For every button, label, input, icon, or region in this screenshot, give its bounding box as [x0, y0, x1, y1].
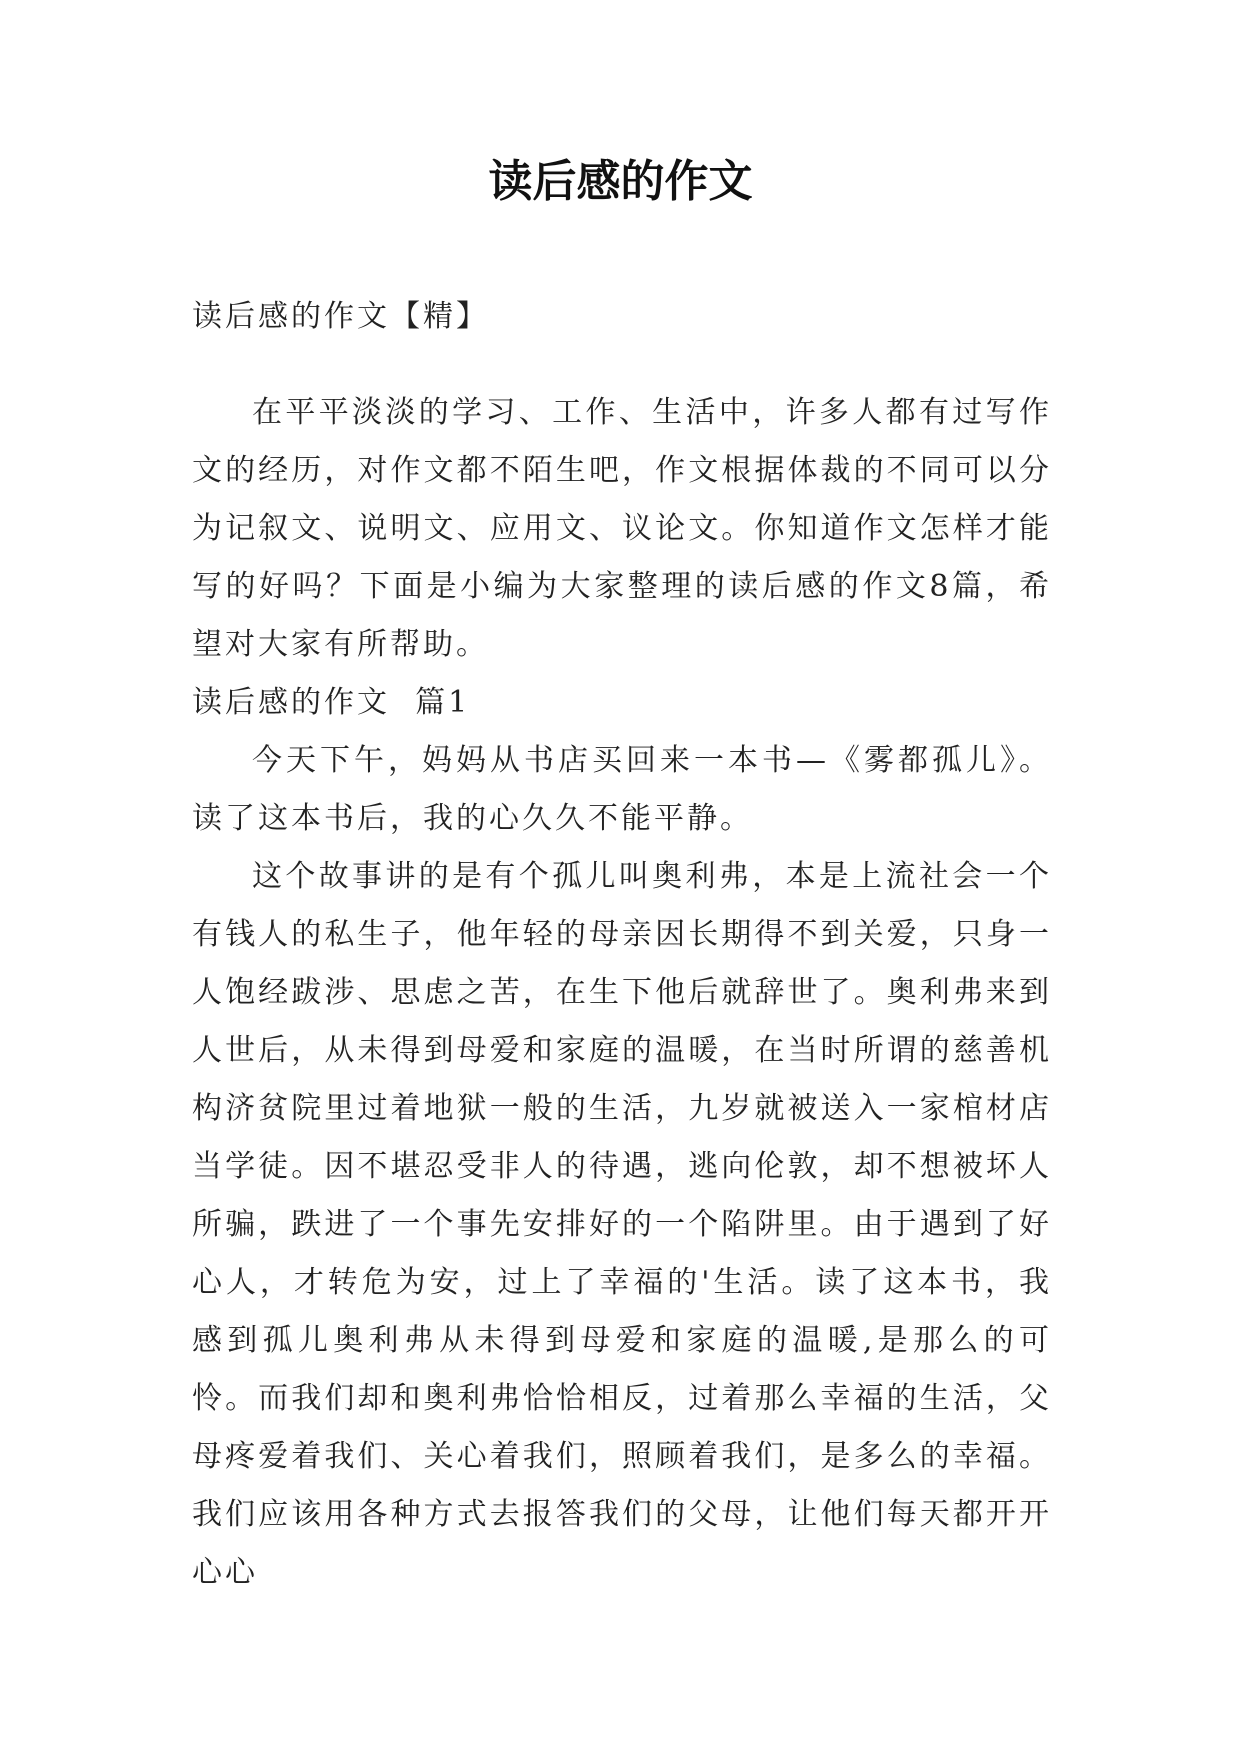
document-body: [192, 288, 1052, 1602]
section-paragraph: 今天下午，妈妈从书店买回来一本书—《雾都孤儿》。读了这本书后，我的心久久不能平静。: [192, 743, 1052, 836]
section-paragraph: 这个故事讲的是有个孤儿叫奥利弗，本是上流社会一个有钱人的私生子，他年轻的母亲因长期得不到关爱，只身一人饱经跋涉、思虑之苦，在生下他后就辞世了。奥利弗来到人世后，从未得到母爱和家庭的温暖，在当时所谓的慈善机构济贫院里过着地狱一般的生活，九岁就被送入一家棺材店当学徒。因不堪忍受非人的待遇，逃向伦敦，却不想被坏人所骗，跌进了一个事先安排好的一个陷阱里。由于遇到了好心人，才转危为安，过上了幸福的'生活。读了这本书，我感到孤儿奥利弗从未得到母爱和家庭的温暖,是那么的可怜。而我们却和奥利弗恰恰相反，过着那么幸福的生活，父母疼爱着我们、关心着我们，照顾着我们，是多么的幸福。我们应该用各种方式去报答我们的父母，让他们每天都开开心心: [192, 859, 1052, 1590]
intro-paragraph: 在平平淡淡的学习、工作、生活中，许多人都有过写作文的经历，对作文都不陌生吧，作文根据体裁的不同可以分为记叙文、说明文、应用文、议论文。你知道作文怎样才能写的好吗？下面是小编为大家整理的读后感的作文8篇，希望对大家有所帮助。: [192, 395, 1052, 662]
section-heading: 读后感的作文 篇1: [192, 685, 471, 720]
section-1: [192, 674, 1052, 1602]
document-subtitle: 读后感的作文【精】: [192, 299, 489, 334]
document-title: 读后感的作文: [488, 156, 753, 207]
